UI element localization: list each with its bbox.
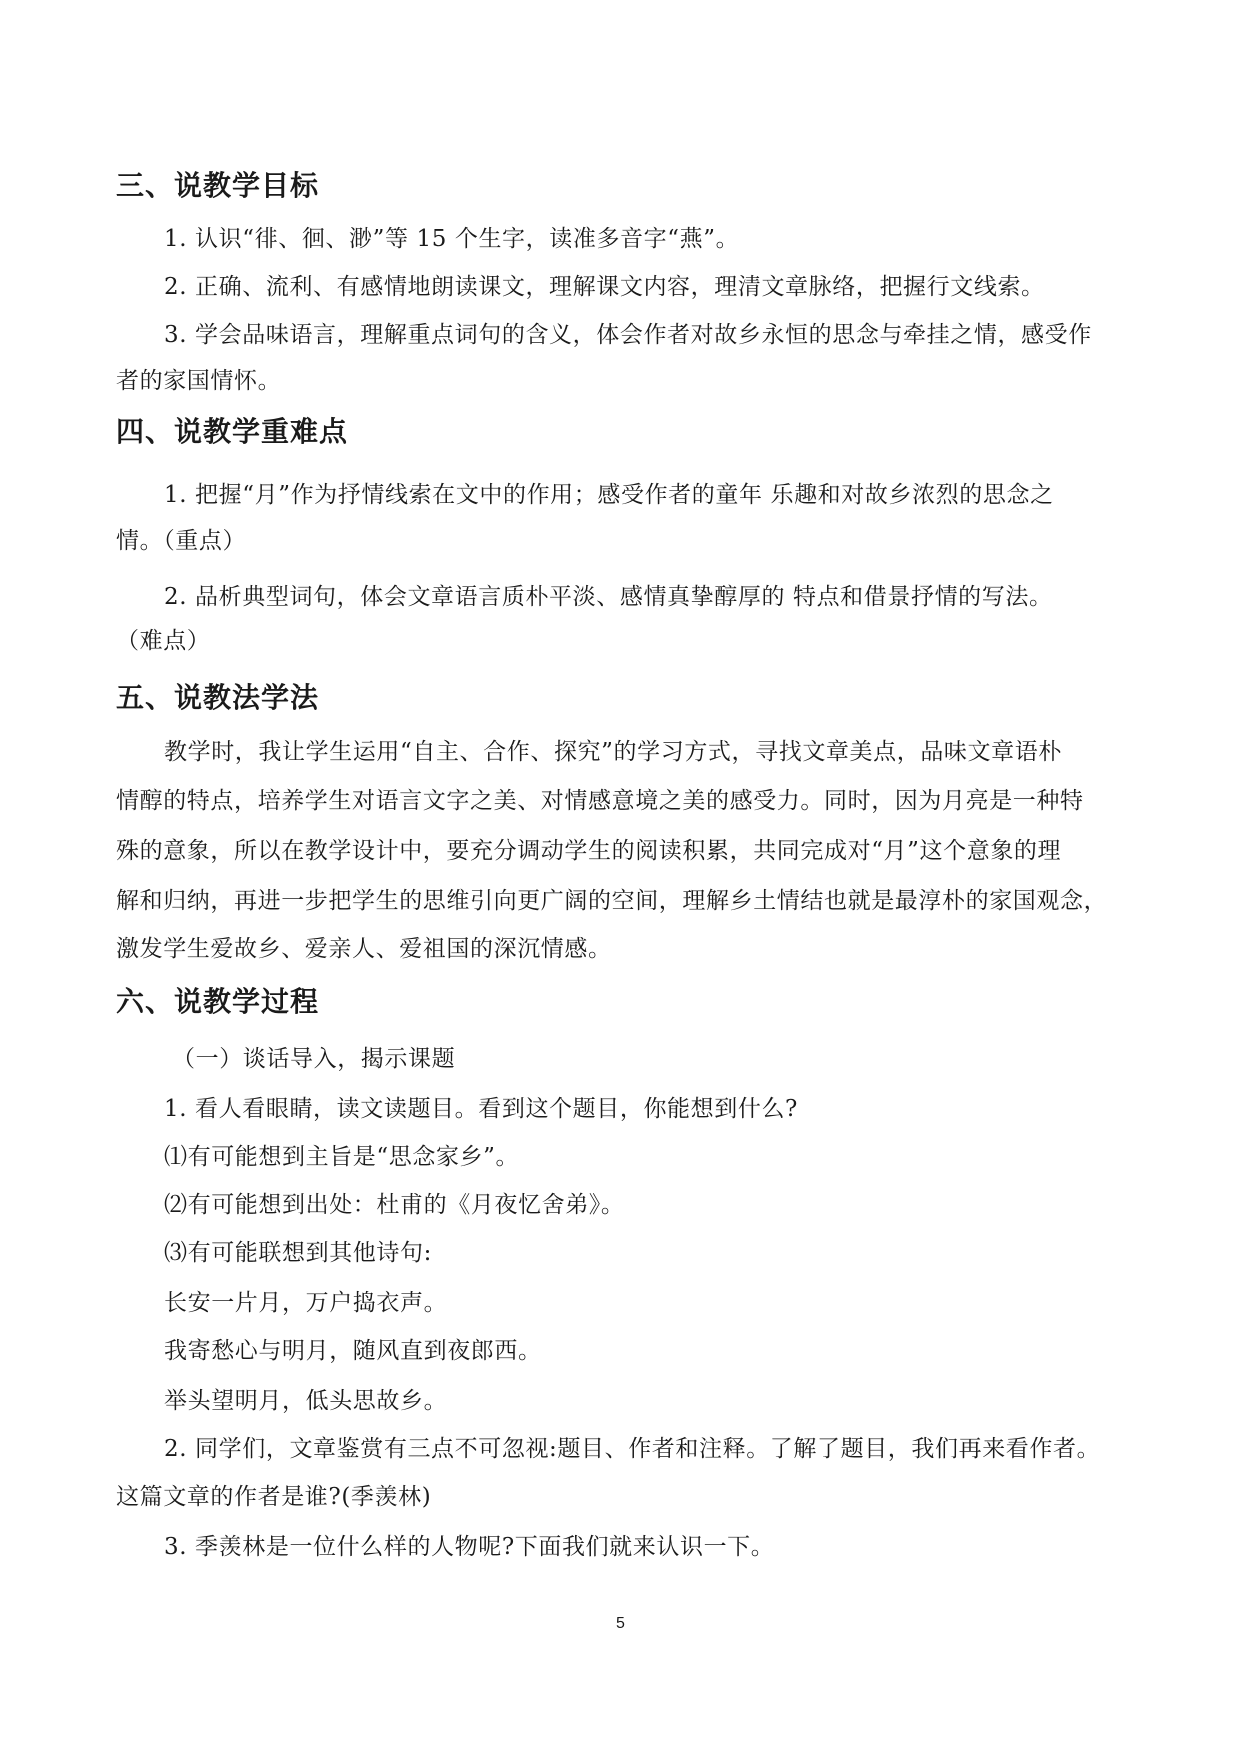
- list-item: ⑵有可能想到出处：杜甫的《月夜忆舍弟》。: [164, 1192, 625, 1218]
- section-heading-process: 六、说教学过程: [116, 985, 320, 1018]
- paragraph-line: 2. 品析典型词句，体会文章语言质朴平淡、感情真挚醇厚的 特点和借景抒情的写法。: [164, 584, 1053, 610]
- paragraph-line: 3. 季羡林是一位什么样的人物呢?下面我们就来认识一下。: [164, 1534, 775, 1560]
- paragraph-line: 2. 正确、流利、有感情地朗读课文，理解课文内容，理清文章脉络，把握行文线索。: [164, 274, 1045, 300]
- paragraph-line: 1. 看人看眼睛，读文读题目。看到这个题目，你能想到什么?: [164, 1096, 798, 1122]
- paragraph-line: 3. 学会品味语言，理解重点词句的含义，体会作者对故乡永恒的思念与牵挂之情，感受作: [164, 322, 1092, 348]
- subheading-line: （一）谈话导入，揭示课题: [172, 1046, 456, 1072]
- paragraph-line: 激发学生爱故乡、爱亲人、爱祖国的深沉情感。: [116, 936, 612, 962]
- paragraph-line: 情。（重点）: [116, 528, 247, 554]
- poem-line: 我寄愁心与明月，随风直到夜郎西。: [164, 1338, 542, 1364]
- paragraph-line: 2. 同学们，文章鉴赏有三点不可忽视:题目、作者和注释。了解了题目，我们再来看作者。: [164, 1436, 1101, 1462]
- paragraph-line: 1. 认识“徘、徊、渺”等 15 个生字，读准多音字“燕”。: [164, 226, 740, 252]
- section-heading-methods: 五、说教法学法: [116, 681, 320, 714]
- poem-line: 长安一片月，万户捣衣声。: [164, 1290, 448, 1316]
- list-item: ⑴有可能想到主旨是“思念家乡”。: [164, 1144, 520, 1170]
- paragraph-line: 教学时，我让学生运用“自主、合作、探究”的学习方式，寻找文章美点，品味文章语朴: [164, 739, 1062, 765]
- paragraph-line: 1. 把握“月”作为抒情线索在文中的作用；感受作者的童年 乐趣和对故乡浓烈的思念之: [164, 482, 1054, 508]
- paragraph-line: 者的家国情怀。: [116, 368, 282, 394]
- page-number: 5: [616, 1615, 625, 1632]
- poem-line: 举头望明月，低头思故乡。: [164, 1388, 448, 1414]
- section-heading-teaching-goals: 三、说教学目标: [116, 169, 320, 202]
- paragraph-line: 这篇文章的作者是谁?(季羡林): [116, 1484, 432, 1510]
- paragraph-line: 解和归纳，再进一步把学生的思维引向更广阔的空间，理解乡土情结也就是最淳朴的家国观念，: [116, 888, 1108, 914]
- section-heading-key-difficulties: 四、说教学重难点: [116, 415, 349, 448]
- paragraph-line: 情醇的特点，培养学生对语言文字之美、对情感意境之美的感受力。同时，因为月亮是一种特: [116, 788, 1084, 814]
- list-item: ⑶有可能联想到其他诗句:: [164, 1240, 432, 1266]
- paragraph-line: 殊的意象，所以在教学设计中，要充分调动学生的阅读积累，共同完成对“月”这个意象的理: [116, 838, 1062, 864]
- paragraph-line: （难点）: [116, 628, 211, 654]
